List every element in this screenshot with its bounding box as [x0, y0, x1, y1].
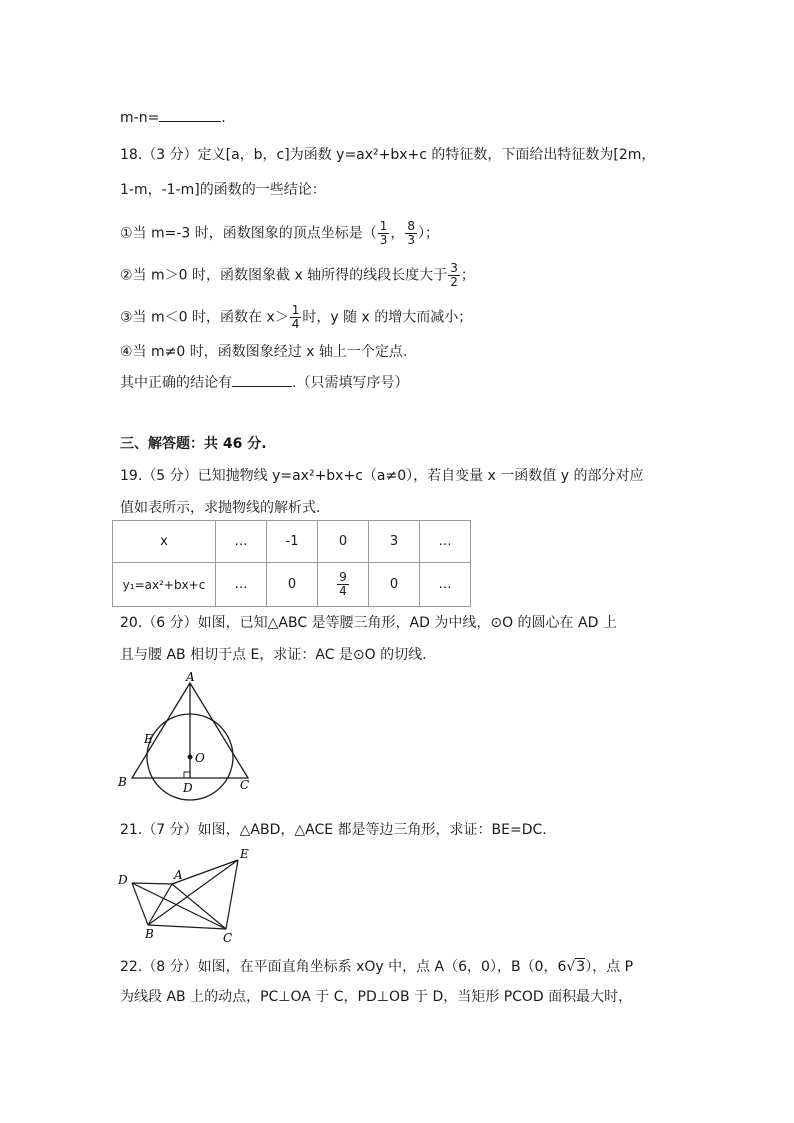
- sqrt-radicand: 3: [576, 959, 586, 975]
- frac-num: 1: [379, 219, 388, 233]
- sqrt-sign: √: [566, 959, 576, 975]
- fraction-nine-quarters: [337, 571, 349, 598]
- table-cell: -1: [267, 521, 318, 563]
- q18-conclusion-1: [120, 220, 439, 247]
- answer-pre: 其中正确的结论有: [120, 375, 232, 391]
- right-angle-mark: [184, 772, 190, 778]
- q21-line1: 21.（7 分）如图，△ABD，△ACE 都是等边三角形，求证：BE=DC.: [120, 822, 547, 838]
- answer-post: .（只需填写序号）: [292, 375, 409, 391]
- q22-line1: [120, 957, 633, 977]
- q19-line1: 19.（5 分）已知抛物线 y=ax²+bx+c（a≠0），若自变量 x 一函数值 y 的部分对应: [120, 468, 644, 484]
- frac-num: 9: [339, 570, 347, 584]
- table-row: [113, 521, 471, 563]
- q22-line2: 为线段 AB 上的动点，PC⊥OA 于 C，PD⊥OB 于 D，当矩形 PCOD 面积最大时，: [120, 989, 633, 1005]
- label-b: B: [145, 927, 154, 941]
- frac-den: 4: [291, 317, 300, 331]
- frac-num: 1: [291, 303, 300, 317]
- table-cell: x: [113, 521, 216, 563]
- table-cell: …: [216, 521, 267, 563]
- q22-pre: 22.（8 分）如图，在平面直角坐标系 xOy 中，点 A（6，0），B（0，6: [120, 959, 567, 975]
- fraction-one-third: [378, 220, 390, 247]
- frac-den: 3: [379, 233, 388, 247]
- label-a: A: [186, 670, 195, 684]
- q18-line1: 18.（3 分）定义[a，b，c]为函数 y=ax²+bx+c 的特征数，下面给出特征数为[2m，: [120, 147, 656, 163]
- c1-post: ）；: [418, 225, 440, 242]
- label-d: D: [118, 873, 128, 887]
- table-cell: 0: [318, 521, 369, 563]
- c3-post: 时，y 随 x 的增大而减小；: [302, 309, 473, 326]
- table-cell: y₁=ax²+bx+c: [113, 563, 216, 607]
- c2-post: ；: [460, 267, 475, 284]
- center-point: [188, 755, 193, 760]
- table-cell: 3: [369, 521, 420, 563]
- q18-conclusion-3: [120, 304, 472, 331]
- q20-line2: 且与腰 AB 相切于点 E，求证：AC 是⊙O 的切线.: [120, 647, 427, 663]
- label-o: O: [195, 751, 205, 765]
- mn-end: .: [221, 110, 226, 126]
- text-line-mn: [120, 107, 226, 128]
- label-e: E: [240, 847, 249, 861]
- frac-den: 2: [450, 275, 458, 289]
- answer-blank-q18[interactable]: [232, 372, 292, 387]
- label-b: B: [118, 775, 127, 789]
- c2-pre: ②当 m＞0 时，函数图象截 x 轴所得的线段长度大于: [120, 267, 448, 284]
- table-cell: …: [420, 563, 471, 607]
- label-c: C: [223, 931, 233, 945]
- q18-conclusion-2: [120, 262, 475, 289]
- q18-answer-line: [120, 372, 408, 393]
- table-cell: 0: [267, 563, 318, 607]
- table-cell: [318, 563, 369, 607]
- q22-post: ），点 P: [585, 959, 634, 975]
- mn-text: m-n=: [120, 110, 160, 126]
- label-d: D: [183, 781, 193, 795]
- q19-line2: 值如表所示，求抛物线的解析式.: [120, 500, 321, 516]
- c1-sep: ，: [390, 225, 405, 242]
- frac-num: 8: [407, 219, 416, 233]
- c3-pre: ③当 m＜0 时，函数在 x＞: [120, 309, 289, 326]
- label-e: E: [144, 732, 153, 746]
- table-row: [113, 563, 471, 607]
- fraction-three-halves: [448, 262, 460, 289]
- label-c: C: [240, 778, 250, 792]
- q18-conclusion-4: ④当 m≠0 时，函数图象经过 x 轴上一个定点.: [120, 344, 408, 360]
- q18-line2: 1-m，-1-m]的函数的一些结论：: [120, 182, 326, 198]
- section-heading: 三、解答题：共 46 分.: [120, 436, 267, 452]
- q21-figure: [110, 845, 270, 945]
- answer-blank-mn[interactable]: [159, 107, 221, 122]
- value-table: [112, 520, 471, 607]
- fraction-eight-thirds: [405, 220, 417, 247]
- frac-den: 3: [407, 233, 416, 247]
- q20-line1: 20.（6 分）如图，已知△ABC 是等腰三角形，AD 为中线，⊙O 的圆心在 AD 上: [120, 615, 617, 631]
- frac-num: 3: [450, 261, 458, 275]
- fraction-one-quarter: [290, 304, 302, 331]
- table-cell: 0: [369, 563, 420, 607]
- q20-figure: [110, 672, 310, 802]
- table-cell: …: [420, 521, 471, 563]
- label-a: A: [174, 868, 183, 882]
- table-cell: …: [216, 563, 267, 607]
- c1-pre: ①当 m=-3 时，函数图象的顶点坐标是（: [120, 225, 377, 242]
- frac-den: 4: [339, 584, 347, 598]
